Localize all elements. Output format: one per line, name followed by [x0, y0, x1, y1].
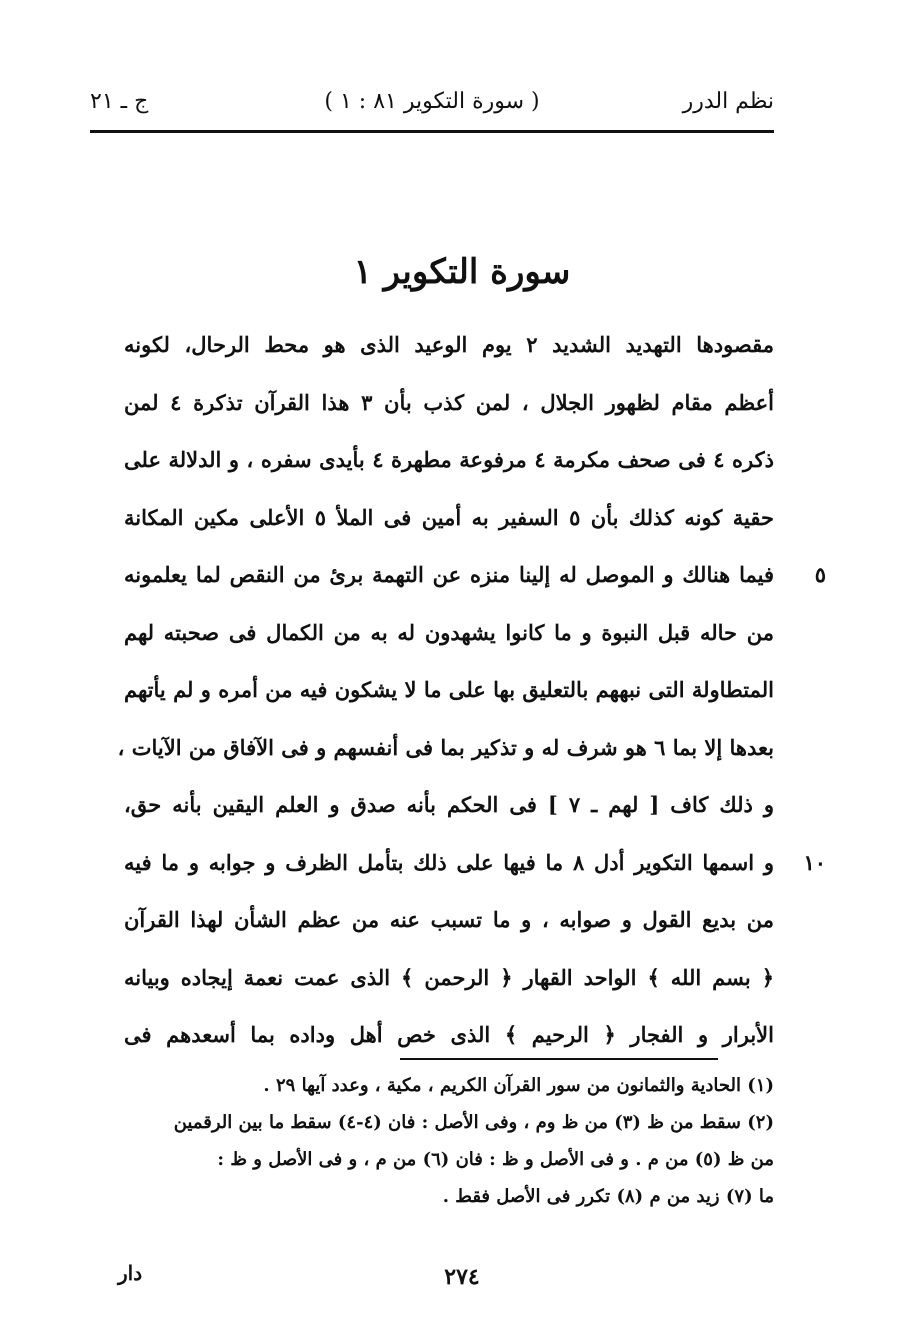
line-text: ﴿ بسم الله ﴾ الواحد القهار ﴿ الرحمن ﴾ الذى عمت نعمة إيجاده وبيانه: [124, 964, 774, 990]
footnote-line: من ظ (٥) من م . و فى الأصل و ظ : فان (٦) من م ، و فى الأصل و ظ :: [217, 1149, 774, 1170]
footnotes: [124, 1070, 774, 1218]
footnote-line: ما (٧) زيد من م (٨) تكرر فى الأصل فقط .: [442, 1186, 774, 1207]
text-line: [124, 670, 774, 728]
line-text: ذكره ٤ فى صحف مكرمة ٤ مرفوعة مطهرة ٤ بأيدى سفره ، و الدلالة على: [124, 447, 774, 472]
line-text: الأبرار و الفجار ﴿ الرحيم ﴾ الذى خص أهل وداده بما أسعدهم فى: [124, 1022, 774, 1047]
header-divider: [90, 130, 774, 133]
line-text: من بديع القول و صوابه ، و ما تسبب عنه من عظم الشأن لهذا القرآن: [124, 907, 774, 932]
section-reference: ( سورة التكوير ٨١ : ١ ): [324, 89, 540, 114]
volume-number: ج ـ ٢١: [90, 89, 149, 114]
sura-title: سورة التكوير ١: [353, 252, 571, 292]
publisher-mark: دار: [118, 1261, 143, 1285]
line-text: و ذلك كاف [ لهم ـ ٧ ] فى الحكم بأنه صدق و العلم اليقين بأنه حق،: [124, 792, 775, 817]
line-number: ٥: [814, 562, 826, 587]
line-number: ١٠: [803, 849, 826, 875]
line-text: حقية كونه كذلك بأن ٥ السفير به أمين فى الملأ ٥ الأعلى مكين المكانة: [124, 504, 774, 530]
text-line: [124, 383, 774, 441]
line-text: و اسمها التكوير أدل ٨ ما فيها على ذلك بتأمل الظرف و جوابه و ما فيه: [124, 849, 774, 875]
text-line: [117, 728, 774, 786]
body-text: [117, 325, 826, 1073]
text-line: [124, 958, 774, 1016]
running-header: [90, 86, 774, 126]
line-text: المتطاولة التى نبههم بالتعليق بها على ما لا يشكون فيه من أمره و لم يأتهم: [124, 677, 774, 702]
line-text: من حاله قبل النبوة و ما كانوا يشهدون له به من الكمال فى صحبته لهم: [124, 619, 774, 645]
line-text: أعظم مقام لظهور الجلال ، لمن كذب بأن ٣ هذا القرآن تذكرة ٤ لمن: [124, 389, 774, 415]
footnote-divider: [400, 1058, 718, 1060]
page-number: ٢٧٤: [444, 1264, 480, 1290]
book-title: نظم الدرر: [682, 89, 774, 114]
text-line: [124, 440, 774, 498]
text-line: [124, 555, 826, 613]
text-line: [124, 325, 774, 383]
text-line: [124, 613, 774, 671]
line-text: بعدها إلا بما ٦ هو شرف له و تذكير بما فى أنفسهم و فى الآفاق من الآيات ،: [117, 734, 774, 760]
text-line: [124, 498, 774, 556]
text-line: [124, 843, 826, 901]
line-text: فيما هنالك و الموصل له إلينا منزه عن التهمة برئ من النقص لما يعلمونه: [124, 562, 774, 587]
text-line: [124, 900, 774, 958]
footnote-line: (١) الحادية والثمانون من سور القرآن الكريم ، مكية ، وعدد آيها ٢٩ .: [263, 1075, 774, 1096]
footnote-line: (٢) سقط من ظ (٣) من ظ وم ، وفى الأصل : فان (٤-٤) سقط ما بين الرقمين: [173, 1112, 774, 1133]
text-line: [124, 785, 774, 843]
line-text: مقصودها التهديد الشديد ٢ يوم الوعيد الذى هو محط الرحال، لكونه: [124, 332, 774, 357]
text-line: [124, 1015, 774, 1073]
